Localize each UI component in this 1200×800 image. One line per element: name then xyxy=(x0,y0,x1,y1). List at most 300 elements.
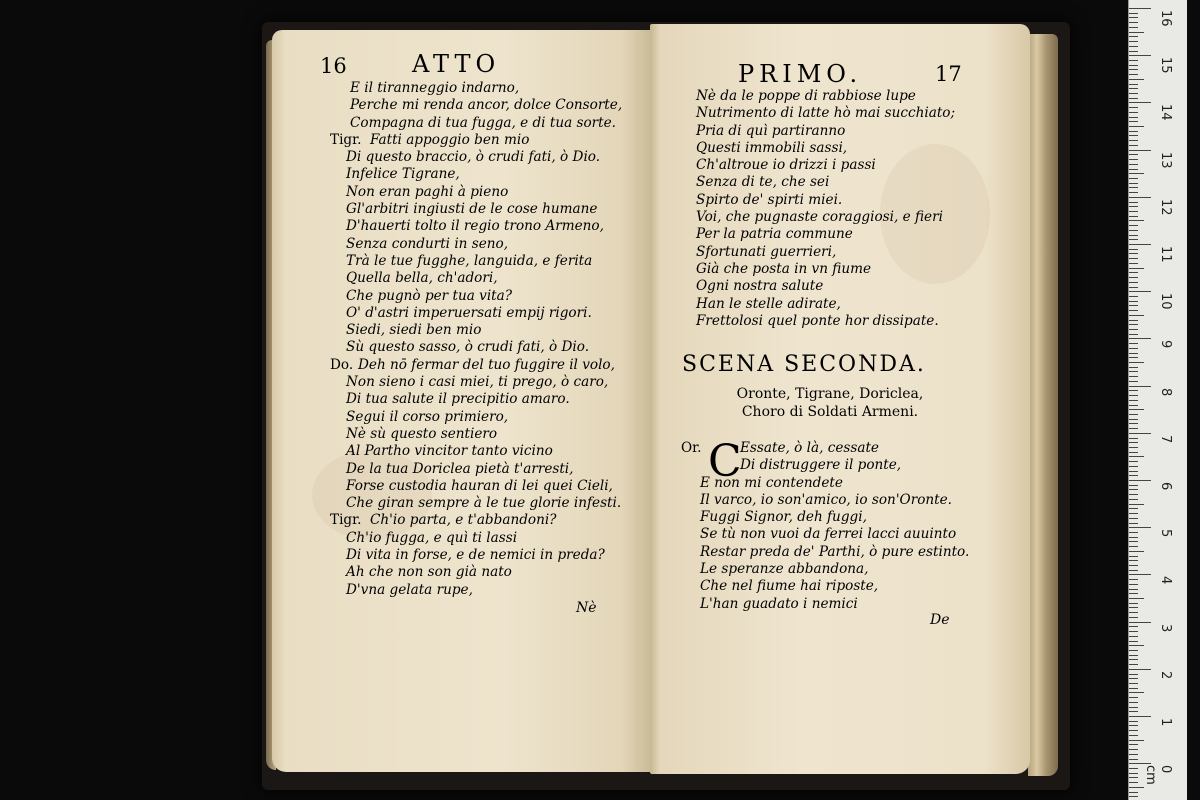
line-text: Non eran paghi à pieno xyxy=(346,183,509,200)
text-line xyxy=(696,261,1016,278)
line-text: Che pugnò per tua vita? xyxy=(346,287,513,304)
ruler-tick xyxy=(1129,126,1144,127)
ruler-tick xyxy=(1129,13,1138,14)
ruler-tick xyxy=(1129,674,1138,675)
line-text: Infelice Tigrane, xyxy=(346,166,460,183)
ruler-tick xyxy=(1129,612,1138,613)
right-page-text xyxy=(696,88,1016,330)
speech-speaker xyxy=(681,440,701,457)
line-text: Che nel fiume hai riposte, xyxy=(700,578,879,595)
line-text: Il varco, io son'amico, io son'Oronte. xyxy=(700,491,952,508)
line-text: Per la patria commune xyxy=(696,226,853,243)
ruler-tick xyxy=(1129,447,1138,448)
text-line xyxy=(320,236,650,253)
right-page-number: 17 xyxy=(935,62,962,86)
ruler-tick xyxy=(1129,348,1138,349)
ruler-tick xyxy=(1129,716,1151,717)
text-line xyxy=(320,218,650,235)
text-line xyxy=(320,495,650,512)
text-line xyxy=(696,88,1016,105)
ruler-tick xyxy=(1129,367,1138,368)
ruler-tick xyxy=(1129,636,1138,637)
text-line xyxy=(696,123,1016,140)
ruler-tick xyxy=(1129,518,1138,519)
ruler-label: 14 xyxy=(1158,104,1173,121)
ruler-tick xyxy=(1129,504,1144,505)
ruler-tick xyxy=(1129,150,1151,151)
ruler-tick xyxy=(1129,570,1138,571)
ruler-label: 11 xyxy=(1158,246,1173,263)
ruler-tick xyxy=(1129,461,1138,462)
line-text: Trà le tue fugghe, languida, e ferita xyxy=(346,252,593,269)
ruler-tick xyxy=(1129,197,1151,198)
ruler-tick xyxy=(1129,154,1138,155)
text-line xyxy=(700,475,1000,492)
ruler-tick xyxy=(1129,560,1138,561)
text-line xyxy=(320,374,650,391)
text-line xyxy=(320,115,650,132)
ruler-label: 12 xyxy=(1158,198,1173,216)
character-line: Choro di Soldati Armeni. xyxy=(741,404,919,420)
text-line xyxy=(320,149,650,166)
ruler-label: 6 xyxy=(1158,482,1173,491)
text-line xyxy=(320,166,650,183)
ruler-tick xyxy=(1129,310,1138,311)
ruler-tick xyxy=(1129,36,1138,37)
text-line xyxy=(700,492,1000,509)
text-line xyxy=(700,596,1000,613)
ruler-tick xyxy=(1129,206,1138,207)
ruler-tick xyxy=(1129,225,1138,226)
speaker-label: Do. xyxy=(330,356,354,373)
ruler-tick xyxy=(1129,17,1138,18)
ruler-tick xyxy=(1129,135,1138,136)
drop-cap: C xyxy=(708,436,742,487)
line-text: Non sieno i casi miei, ti prego, ò caro, xyxy=(346,374,609,391)
ruler-tick xyxy=(1129,112,1138,113)
ruler-tick xyxy=(1129,357,1138,358)
text-line xyxy=(320,512,650,529)
ruler-tick xyxy=(1129,796,1138,797)
line-text: Che giran sempre à le tue glorie infesti. xyxy=(346,495,622,512)
line-text: Segui il corso primiero, xyxy=(346,408,509,425)
ruler-tick xyxy=(1129,244,1151,245)
ruler-tick xyxy=(1129,69,1138,70)
line-text: Restar preda de' Parthi, ò pure estinto. xyxy=(700,543,970,560)
ruler-tick xyxy=(1129,338,1151,339)
ruler-tick xyxy=(1129,740,1144,741)
line-text: O' d'astri imperuersati empij rigori. xyxy=(346,304,592,321)
ruler-label: 5 xyxy=(1158,529,1173,538)
ruler-label: 8 xyxy=(1158,387,1173,396)
text-line xyxy=(320,80,650,97)
ruler-tick xyxy=(1129,305,1138,306)
ruler-tick xyxy=(1129,442,1138,443)
line-text: Nè da le poppe di rabbiose lupe xyxy=(696,88,916,104)
text-line xyxy=(696,244,1016,261)
ruler-tick xyxy=(1129,678,1138,679)
ruler-tick xyxy=(1129,164,1138,165)
ruler-tick xyxy=(1129,282,1138,283)
ruler-tick xyxy=(1129,173,1144,174)
ruler-tick xyxy=(1129,8,1151,9)
line-text: Ch'io fugga, e quì ti lassi xyxy=(346,529,518,546)
ruler-tick xyxy=(1129,400,1138,401)
line-text: D'hauerti tolto il regio trono Armeno, xyxy=(346,218,604,235)
ruler-tick xyxy=(1129,41,1138,42)
line-text: L'han guadato i nemici xyxy=(700,595,858,612)
ruler-tick xyxy=(1129,688,1138,689)
ruler-tick xyxy=(1129,253,1138,254)
ruler-tick xyxy=(1129,759,1138,760)
ruler-tick xyxy=(1129,622,1151,623)
ruler-tick xyxy=(1129,98,1138,99)
text-line xyxy=(320,426,650,443)
line-text: Questi immobili sassi, xyxy=(696,139,848,156)
ruler-tick xyxy=(1129,589,1138,590)
ruler-tick xyxy=(1129,499,1138,500)
ruler-tick xyxy=(1129,235,1138,236)
ruler-tick xyxy=(1129,249,1138,250)
right-catchword: De xyxy=(930,612,950,628)
line-text: Han le stelle adirate, xyxy=(696,295,841,312)
ruler-tick xyxy=(1129,324,1138,325)
line-text: Essate, ò là, cessate xyxy=(740,440,879,456)
line-text: Ah che non son già nato xyxy=(346,564,512,581)
ruler-tick xyxy=(1129,641,1138,642)
ruler-tick xyxy=(1129,93,1138,94)
ruler-tick xyxy=(1129,102,1151,103)
line-text: Fatti appoggio ben mio xyxy=(370,131,530,148)
ruler-tick xyxy=(1129,787,1144,788)
ruler-tick xyxy=(1129,320,1138,321)
ruler-tick xyxy=(1129,532,1138,533)
ruler-tick xyxy=(1129,230,1138,231)
speaker-label: Or. xyxy=(681,440,702,456)
ruler-tick xyxy=(1129,291,1151,292)
ruler-label: 4 xyxy=(1158,576,1173,585)
line-text: Sù questo sasso, ò crudi fati, ò Dio. xyxy=(346,339,590,356)
ruler-label: 16 xyxy=(1158,10,1173,27)
ruler-tick xyxy=(1129,268,1144,269)
line-text: Ch'altroue io drizzi i passi xyxy=(696,157,876,174)
ruler-tick xyxy=(1129,22,1138,23)
ruler-tick xyxy=(1129,527,1151,528)
ruler-tick xyxy=(1129,60,1138,61)
ruler-tick xyxy=(1129,140,1138,141)
ruler-label: 15 xyxy=(1158,57,1173,74)
text-line xyxy=(320,201,650,218)
ruler-tick xyxy=(1129,584,1138,585)
ruler-tick xyxy=(1129,183,1138,184)
ruler-tick xyxy=(1129,121,1138,122)
ruler-tick xyxy=(1129,773,1138,774)
text-line xyxy=(700,561,1000,578)
ruler-tick xyxy=(1129,414,1138,415)
ruler-tick xyxy=(1129,725,1138,726)
text-line xyxy=(320,339,650,356)
ruler-tick xyxy=(1129,376,1138,377)
ruler-tick xyxy=(1129,692,1144,693)
ruler-tick xyxy=(1129,84,1138,85)
ruler-tick xyxy=(1129,603,1138,604)
ruler-tick xyxy=(1129,258,1138,259)
ruler-label: 10 xyxy=(1158,293,1173,310)
line-text: Senza condurti in seno, xyxy=(346,235,509,252)
line-text: Deh nō fermar del tuo fuggire il volo, xyxy=(358,356,615,373)
ruler-tick xyxy=(1129,46,1138,47)
ruler-tick xyxy=(1129,669,1151,670)
ruler-tick xyxy=(1129,456,1144,457)
ruler-tick xyxy=(1129,32,1144,33)
text-line xyxy=(320,305,650,322)
text-line xyxy=(320,253,650,270)
ruler-tick xyxy=(1129,537,1138,538)
ruler-tick xyxy=(1129,466,1138,467)
ruler-tick xyxy=(1129,117,1138,118)
ruler-tick xyxy=(1129,131,1138,132)
line-text: Voi, che pugnaste coraggiosi, e fieri xyxy=(696,209,943,226)
ruler-tick xyxy=(1129,702,1138,703)
ruler-tick xyxy=(1129,65,1138,66)
text-line xyxy=(696,105,1016,122)
ruler-tick xyxy=(1129,390,1138,391)
line-text: Senza di te, che sei xyxy=(696,174,830,191)
right-running-head: PRIMO. xyxy=(738,60,863,88)
line-text: Le speranze abbandona, xyxy=(700,561,869,578)
ruler-tick xyxy=(1129,74,1138,75)
text-line xyxy=(696,157,1016,174)
line-text: Al Partho vincitor tanto vicino xyxy=(346,443,553,460)
ruler-tick xyxy=(1129,475,1138,476)
ruler-tick xyxy=(1129,79,1144,80)
text-line xyxy=(320,97,650,114)
ruler-tick xyxy=(1129,428,1138,429)
left-running-head: ATTO xyxy=(412,50,501,78)
ruler-tick xyxy=(1129,272,1138,273)
ruler-tick xyxy=(1129,296,1138,297)
ruler-tick xyxy=(1129,27,1138,28)
ruler-tick xyxy=(1129,556,1138,557)
ruler-tick xyxy=(1129,513,1138,514)
ruler-tick xyxy=(1129,768,1138,769)
text-line xyxy=(320,478,650,495)
ruler-tick xyxy=(1129,744,1138,745)
text-line xyxy=(320,288,650,305)
ruler-tick xyxy=(1129,107,1138,108)
text-line xyxy=(320,132,650,149)
left-catchword: Nè xyxy=(576,600,597,616)
line-text: Sfortunati guerrieri, xyxy=(696,243,837,260)
ruler-tick xyxy=(1129,579,1138,580)
ruler-tick xyxy=(1129,792,1138,793)
text-line xyxy=(320,443,650,460)
ruler-label: 7 xyxy=(1158,434,1173,444)
ruler-tick xyxy=(1129,192,1138,193)
text-line xyxy=(320,582,650,599)
ruler-tick xyxy=(1129,211,1138,212)
character-line: Oronte, Tigrane, Doriclea, xyxy=(736,386,924,402)
line-text: E il tiranneggio indarno, xyxy=(350,80,520,96)
ruler-tick xyxy=(1129,485,1138,486)
line-text: Quella bella, ch'adori, xyxy=(346,270,498,287)
text-line xyxy=(696,140,1016,157)
ruler-tick xyxy=(1129,438,1138,439)
ruler-tick xyxy=(1129,178,1138,179)
text-line xyxy=(320,461,650,478)
line-text: Di questo braccio, ò crudi fati, ò Dio. xyxy=(346,149,601,166)
text-line xyxy=(696,313,1016,330)
ruler-tick xyxy=(1129,721,1138,722)
text-line xyxy=(320,184,650,201)
ruler-tick xyxy=(1129,707,1138,708)
ruler-tick xyxy=(1129,631,1138,632)
ruler-tick xyxy=(1129,220,1144,221)
ruler-tick xyxy=(1129,508,1138,509)
ruler-tick xyxy=(1129,277,1138,278)
ruler-tick xyxy=(1129,735,1138,736)
ruler-tick xyxy=(1129,405,1138,406)
text-line xyxy=(700,509,1000,526)
ruler-tick xyxy=(1129,371,1138,372)
line-text: Nutrimento di latte hò mai succhiato; xyxy=(696,105,956,122)
ruler-tick xyxy=(1129,433,1151,434)
ruler-tick xyxy=(1129,88,1138,89)
ruler-tick xyxy=(1129,480,1151,481)
ruler-tick xyxy=(1129,782,1138,783)
line-text: De la tua Doriclea pietà t'arresti, xyxy=(346,460,574,477)
text-line xyxy=(696,174,1016,191)
ruler-label: 0 cm xyxy=(1143,765,1173,785)
ruler-tick xyxy=(1129,683,1138,684)
line-text: Ogni nostra salute xyxy=(696,278,824,295)
line-text: Di vita in forse, e de nemici in preda? xyxy=(346,547,605,564)
ruler-tick xyxy=(1129,711,1138,712)
text-line xyxy=(320,564,650,581)
left-page-number: 16 xyxy=(320,54,347,78)
line-text: Fuggi Signor, deh fuggi, xyxy=(700,509,867,526)
text-line xyxy=(696,209,1016,226)
ruler-tick xyxy=(1129,471,1138,472)
ruler-tick xyxy=(1129,329,1138,330)
text-line xyxy=(696,226,1016,243)
ruler-tick xyxy=(1129,489,1138,490)
speech-text xyxy=(700,436,1000,613)
ruler-tick xyxy=(1129,452,1138,453)
speaker-label: Tigr. xyxy=(330,512,362,529)
text-line xyxy=(320,391,650,408)
ruler-tick xyxy=(1129,598,1144,599)
ruler-label: 1 xyxy=(1158,718,1173,727)
ruler-tick xyxy=(1129,777,1138,778)
ruler-tick xyxy=(1129,169,1138,170)
line-text: Se tù non vuoi da ferrei lacci auuinto xyxy=(700,526,957,543)
left-page-text xyxy=(320,80,650,599)
line-text: Ch'io parta, e t'abbandoni? xyxy=(370,512,557,529)
ruler-label: 3 xyxy=(1158,623,1173,632)
ruler-tick xyxy=(1129,216,1138,217)
text-line xyxy=(700,578,1000,595)
line-text: D'vna gelata rupe, xyxy=(346,581,473,598)
line-text: Perche mi renda ancor, dolce Consorte, xyxy=(350,97,623,114)
ruler-tick xyxy=(1129,145,1138,146)
ruler-tick xyxy=(1129,315,1144,316)
line-text: Pria di quì partiranno xyxy=(696,122,846,139)
ruler-tick xyxy=(1129,187,1138,188)
line-text: Gl'arbitri ingiusti de le cose humane xyxy=(346,201,598,218)
text-line xyxy=(320,357,650,374)
ruler-tick xyxy=(1129,263,1138,264)
line-text: Di tua salute il precipitio amaro. xyxy=(346,391,570,408)
line-text: Spirto de' spirti miei. xyxy=(696,191,843,208)
ruler-tick xyxy=(1129,159,1138,160)
ruler-tick xyxy=(1129,655,1138,656)
ruler-tick xyxy=(1129,546,1138,547)
text-line xyxy=(700,440,1000,457)
text-line xyxy=(696,192,1016,209)
ruler-tick xyxy=(1129,607,1138,608)
ruler-tick xyxy=(1129,697,1138,698)
ruler-tick xyxy=(1129,409,1144,410)
ruler-tick xyxy=(1129,659,1138,660)
ruler-tick xyxy=(1129,55,1151,56)
text-line xyxy=(700,544,1000,561)
ruler-tick xyxy=(1129,287,1138,288)
right-page-edge xyxy=(1028,34,1058,776)
scene-title: SCENA SECONDA. xyxy=(682,352,926,377)
text-line xyxy=(700,526,1000,543)
line-text: Già che posta in vn fiume xyxy=(696,260,872,277)
text-line xyxy=(320,530,650,547)
ruler-tick xyxy=(1129,423,1138,424)
ruler-tick xyxy=(1129,362,1144,363)
ruler-tick xyxy=(1129,650,1138,651)
ruler-tick xyxy=(1129,754,1138,755)
line-text: Frettolosi quel ponte hor dissipate. xyxy=(696,312,939,329)
ruler-tick xyxy=(1129,239,1138,240)
text-line xyxy=(320,322,650,339)
line-text: Nè sù questo sentiero xyxy=(346,425,498,442)
ruler-tick xyxy=(1129,730,1138,731)
ruler-tick xyxy=(1129,574,1151,575)
measurement-ruler xyxy=(1128,0,1187,800)
ruler-tick xyxy=(1129,386,1151,387)
ruler-tick xyxy=(1129,419,1138,420)
line-text: Compagna di tua fugga, e di tua sorte. xyxy=(350,114,616,131)
line-text: Siedi, siedi ben mio xyxy=(346,322,482,339)
ruler-tick xyxy=(1129,353,1138,354)
ruler-tick xyxy=(1129,749,1138,750)
ruler-tick xyxy=(1129,541,1138,542)
character-list xyxy=(700,385,960,421)
ruler-tick xyxy=(1129,664,1138,665)
line-text: E non mi contendete xyxy=(700,474,843,491)
ruler-tick xyxy=(1129,381,1138,382)
ruler-label: 9 xyxy=(1158,340,1173,349)
text-line xyxy=(320,409,650,426)
text-line xyxy=(700,457,1000,474)
ruler-tick xyxy=(1129,523,1138,524)
text-line xyxy=(320,270,650,287)
ruler-tick xyxy=(1129,551,1144,552)
text-line xyxy=(696,278,1016,295)
ruler-tick xyxy=(1129,343,1138,344)
line-text: Di distruggere il ponte, xyxy=(740,457,902,474)
ruler-tick xyxy=(1129,202,1138,203)
ruler-tick xyxy=(1129,494,1138,495)
ruler-tick xyxy=(1129,617,1138,618)
ruler-tick xyxy=(1129,593,1138,594)
